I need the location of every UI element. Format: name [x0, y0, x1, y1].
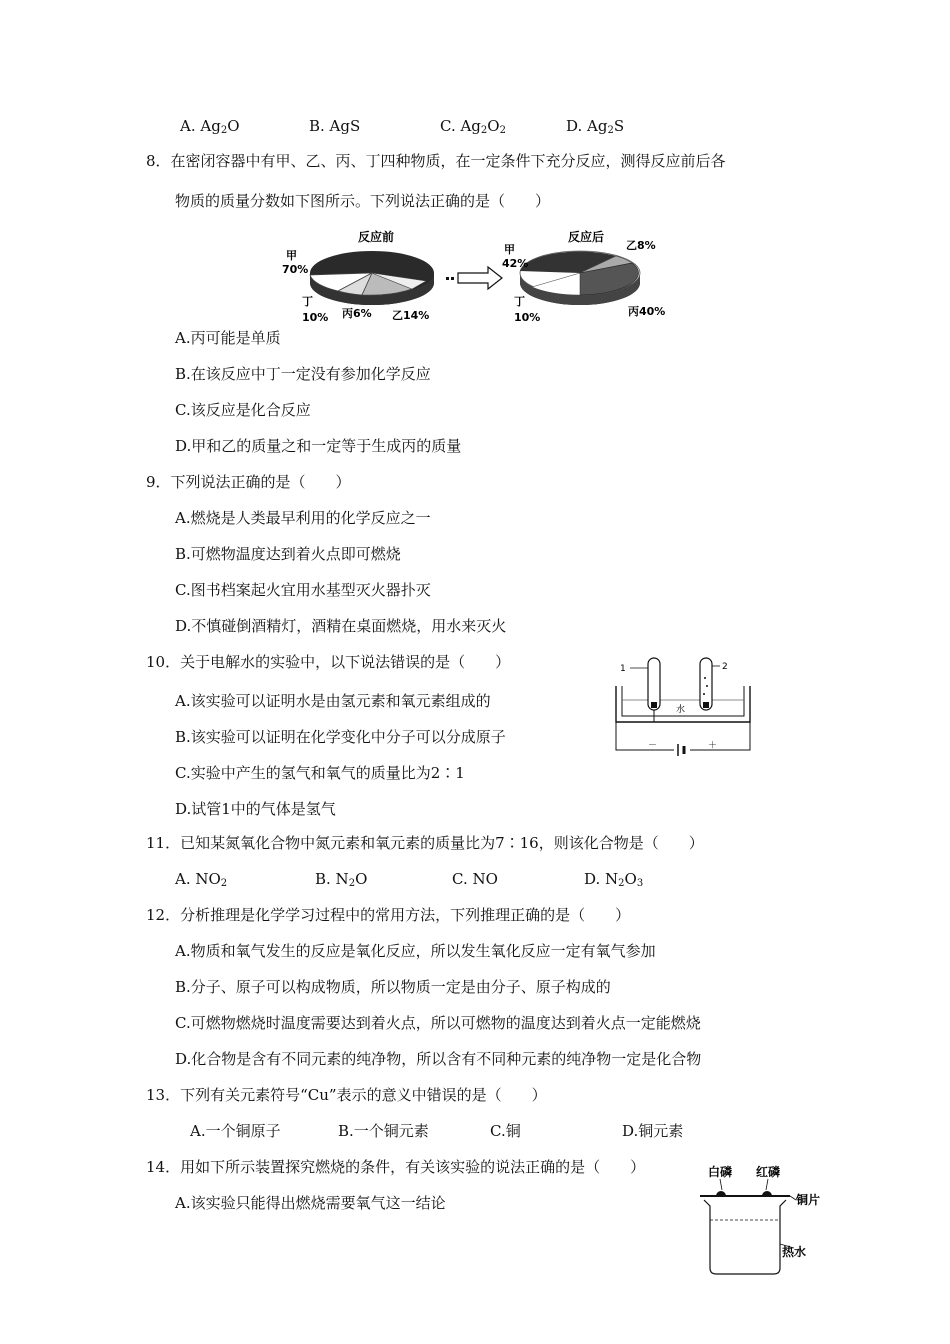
copper-label: 铜片	[796, 1193, 821, 1207]
q10-stem: 10．关于电解水的实验中，以下说法错误的是（ ）	[146, 653, 511, 671]
q7-option-a: A. $Ag_2O$	[180, 117, 240, 136]
q12-option-c: C.可燃物燃烧时温度需要达到着火点，所以可燃物的温度达到着火点一定能燃烧	[175, 1014, 701, 1032]
white-phosphorus-label: 白磷	[708, 1165, 733, 1179]
label-before-ding: 丁	[302, 295, 313, 308]
q12-option-d: D.化合物是含有不同元素的纯净物，所以含有不同种元素的纯净物一定是化合物	[175, 1050, 702, 1068]
q9-stem: 9．下列说法正确的是（ ）	[146, 473, 351, 491]
q12-option-a: A.物质和氧气发生的反应是氧化反应，所以发生氧化反应一定有氧气参加	[175, 942, 656, 960]
label-after-ding: 丁	[514, 295, 525, 308]
label-before-jia-pct: 70%	[282, 263, 309, 276]
q10-option-b: B.该实验可以证明在化学变化中分子可以分成原子	[175, 728, 506, 746]
label-before-ding-pct: 10%	[302, 311, 329, 324]
q7-option-b: B. AgS	[309, 117, 361, 135]
q14-stem: 14．用如下所示装置探究燃烧的条件，有关该实验的说法正确的是（ ）	[146, 1158, 646, 1176]
label-after-jia: 甲	[504, 243, 515, 256]
q7-option-c: C. $Ag_2O_2$	[440, 117, 506, 136]
pie-after	[520, 251, 640, 305]
q13-stem: 13．下列有关元素符号“Cu”表示的意义中错误的是（ ）	[146, 1086, 547, 1104]
q14-option-a: A.该实验只能得出燃烧需要氧气这一结论	[175, 1194, 446, 1212]
label-before-bing: 丙6%	[342, 307, 372, 320]
label-before-yi: 乙14%	[392, 309, 430, 322]
q11-option-a: A. $NO_2$	[175, 870, 228, 889]
minus-label: －	[648, 741, 658, 751]
q8-option-b: B.在该反应中丁一定没有参加化学反应	[175, 365, 431, 383]
q11-stem: 11．已知某氮氧化合物中氮元素和氧元素的质量比为7∶16，则该化合物是（ ）	[146, 834, 704, 852]
chart-before-title: 反应前	[358, 230, 395, 244]
red-phosphorus-label: 红磷	[756, 1165, 781, 1179]
hot-water-label: 热水	[782, 1245, 807, 1259]
q8-stem-line1: 8．在密闭容器中有甲、乙、丙、丁四种物质，在一定条件下充分反应，测得反应前后各	[146, 152, 726, 170]
q8-stem-line2: 物质的质量分数如下图所示。下列说法正确的是（ ）	[175, 192, 551, 210]
chart-after-title: 反应后	[568, 230, 605, 244]
q13-option-c: C.铜	[490, 1122, 521, 1140]
q13-option-a: A.一个铜原子	[190, 1122, 281, 1140]
q13-option-d: D.铜元素	[622, 1122, 684, 1140]
q9-option-c: C.图书档案起火宜用水基型灭火器扑灭	[175, 581, 431, 599]
q8-pie-figure	[280, 225, 680, 325]
q12-stem: 12．分析推理是化学学习过程中的常用方法，下列推理正确的是（ ）	[146, 906, 631, 924]
label-after-ding-pct: 10%	[514, 311, 541, 324]
beaker	[704, 1200, 786, 1274]
q9-option-b: B.可燃物温度达到着火点即可燃烧	[175, 545, 401, 563]
label-after-yi: 乙8%	[626, 239, 656, 252]
q10-option-a: A.该实验可以证明水是由氢元素和氧元素组成的	[175, 692, 491, 710]
q11-option-d: D. $N_2O_3$	[584, 870, 644, 889]
q11-option-b: B. $N_2O$	[315, 870, 368, 889]
q8-option-c: C.该反应是化合反应	[175, 401, 311, 419]
pie-before	[310, 251, 434, 305]
electrolysis-figure	[608, 650, 758, 760]
combustion-figure	[690, 1160, 840, 1280]
q10-option-c: C.实验中产生的氢气和氧气的质量比为2∶1	[175, 764, 465, 782]
label-before-jia: 甲	[286, 249, 297, 262]
water-label: 水	[676, 705, 686, 715]
q12-option-b: B.分子、原子可以构成物质，所以物质一定是由分子、原子构成的	[175, 978, 611, 996]
arrow-icon	[446, 267, 502, 289]
label-after-jia-pct: 42%	[502, 257, 529, 270]
plus-label: ＋	[708, 741, 718, 751]
q9-option-d: D.不慎碰倒酒精灯，酒精在桌面燃烧，用水来灭火	[175, 617, 507, 635]
label-after-bing: 丙40%	[628, 305, 666, 318]
q8-option-a: A.丙可能是单质	[175, 329, 281, 347]
q8-option-d: D.甲和乙的质量之和一定等于生成丙的质量	[175, 437, 462, 455]
q9-option-a: A.燃烧是人类最早利用的化学反应之一	[175, 509, 431, 527]
tube2-label: 2	[722, 662, 728, 672]
tube1-label: 1	[620, 664, 626, 674]
q13-option-b: B.一个铜元素	[338, 1122, 429, 1140]
q11-option-c: C. NO	[452, 870, 498, 888]
q7-option-d: D. $Ag_2S$	[566, 117, 625, 136]
q10-option-d: D.试管1中的气体是氢气	[175, 800, 336, 818]
